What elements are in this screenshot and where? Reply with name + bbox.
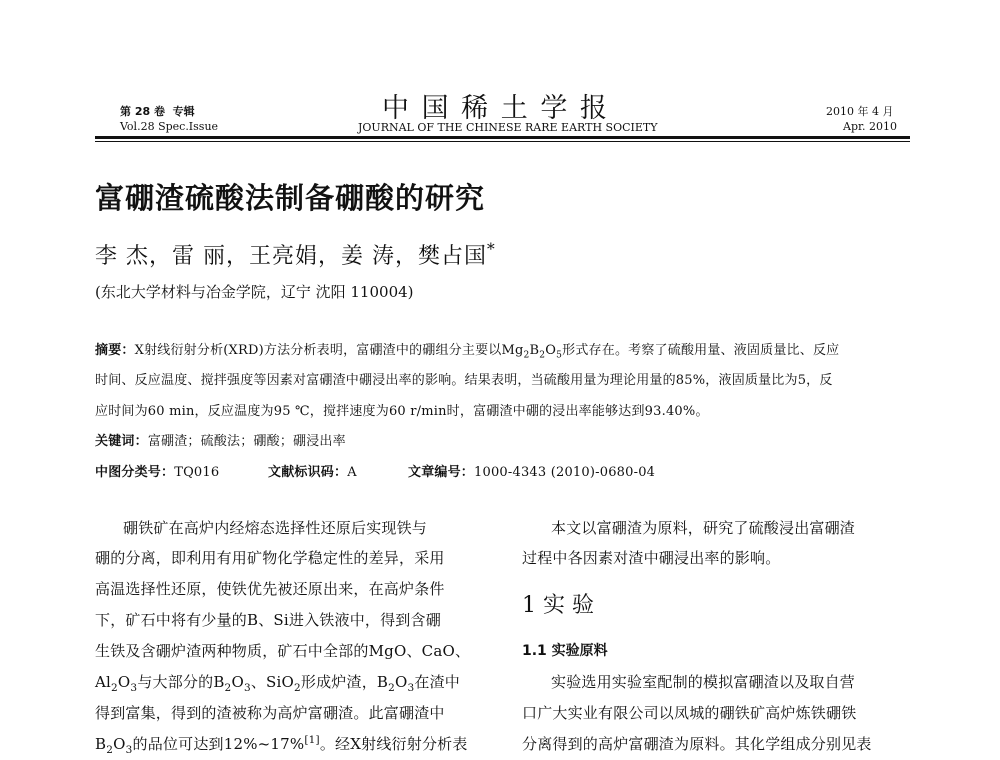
subsection-heading: 1.1 实验原料 bbox=[522, 643, 608, 659]
journal-title-cn: 中 国 稀 土 学 报 bbox=[382, 93, 609, 124]
abstract-line-2: 时间、反应温度、搅拌强度等因素对富硼渣中硼浸出率的影响。结果表明，当硫酸用量为理论用量的85%，液固质量比为5，反 bbox=[95, 373, 833, 388]
right-line-2: 过程中各因素对渣中硼浸出率的影响。 bbox=[522, 549, 781, 567]
left-line-4: 下，矿石中将有少量的B、Si进入铁液中，得到含硼 bbox=[95, 611, 441, 629]
left-line-3: 高温选择性还原，使铁优先被还原出来，在高炉条件 bbox=[95, 580, 445, 598]
right-line-4: 口广大实业有限公司以凤城的硼铁矿高炉炼铁硼铁 bbox=[522, 704, 857, 722]
header-volume-cn: 第 28 卷 专辑 bbox=[120, 105, 195, 118]
right-line-3: 实验选用实验室配制的模拟富硼渣以及取自营 bbox=[551, 673, 856, 691]
header-rule-thin bbox=[95, 141, 910, 142]
abstract-label: 摘要： bbox=[95, 343, 135, 358]
header-date-cn: 2010 年 4 月 bbox=[826, 105, 894, 118]
article-title: 富硼渣硫酸法制备硼酸的研究 bbox=[95, 181, 486, 215]
corresponding-author-mark: * bbox=[486, 240, 496, 259]
header-rule-thick bbox=[95, 136, 910, 139]
article-affiliation: (东北大学材料与冶金学院，辽宁 沈阳 110004) bbox=[95, 283, 414, 301]
journal-title-en: JOURNAL OF THE CHINESE RARE EARTH SOCIETY bbox=[358, 121, 658, 134]
left-line-2: 硼的分离，即利用有用矿物化学稳定性的差异，采用 bbox=[95, 549, 445, 567]
clc-number: 中图分类号：TQ016 bbox=[95, 465, 220, 480]
keywords-label: 关键词： bbox=[95, 434, 148, 449]
right-line-5: 分离得到的高炉富硼渣为原料。其化学组成分别见表 bbox=[522, 735, 872, 753]
header-date-en: Apr. 2010 bbox=[843, 120, 898, 133]
section-heading: 1 实 验 bbox=[522, 593, 594, 618]
abstract-line-3: 应时间为60 min，反应温度为95 ℃，搅拌速度为60 r/min时，富硼渣中硼的浸出率能够达到93.40%。 bbox=[95, 404, 709, 419]
left-line-6: $Al_2O_3$与大部分的$B_2O_3$、SiO$_2$形成炉渣，$B_2O_3$在渣中 bbox=[95, 673, 461, 694]
left-line-1: 硼铁矿在高炉内经熔态选择性还原后实现铁与 bbox=[123, 519, 428, 537]
left-line-5: 生铁及含硼炉渣两种物质，矿石中全部的MgO、CaO、 bbox=[95, 642, 471, 660]
keywords-text: 富硼渣；硫酸法；硼酸；硼浸出率 bbox=[147, 434, 346, 449]
article-authors: 李 杰，雷 丽，王亮娟，姜 涛，樊占国* bbox=[95, 240, 496, 269]
header-volume-en: Vol.28 Spec.Issue bbox=[120, 120, 219, 133]
keywords bbox=[95, 430, 346, 449]
left-line-8: $B_2O_3$的品位可达到12%~17%[1]。经X射线衍射分析表 bbox=[95, 734, 468, 756]
article-number: 文章编号：1000-4343 (2010)-0680-04 bbox=[408, 465, 656, 480]
right-line-1: 本文以富硼渣为原料，研究了硫酸浸出富硼渣 bbox=[551, 519, 856, 537]
document-code: 文献标识码：A bbox=[268, 465, 357, 480]
citation-ref: [1] bbox=[304, 734, 320, 746]
abstract-line-1: 摘要：X射线衍射分析(XRD)方法分析表明，富硼渣中的硼组分主要以$Mg_2B_2O_5$形式存在。考察了硫酸用量、液固质量比、反应 bbox=[95, 343, 840, 361]
left-line-7: 得到富集，得到的渣被称为高炉富硼渣。此富硼渣中 bbox=[95, 704, 445, 722]
